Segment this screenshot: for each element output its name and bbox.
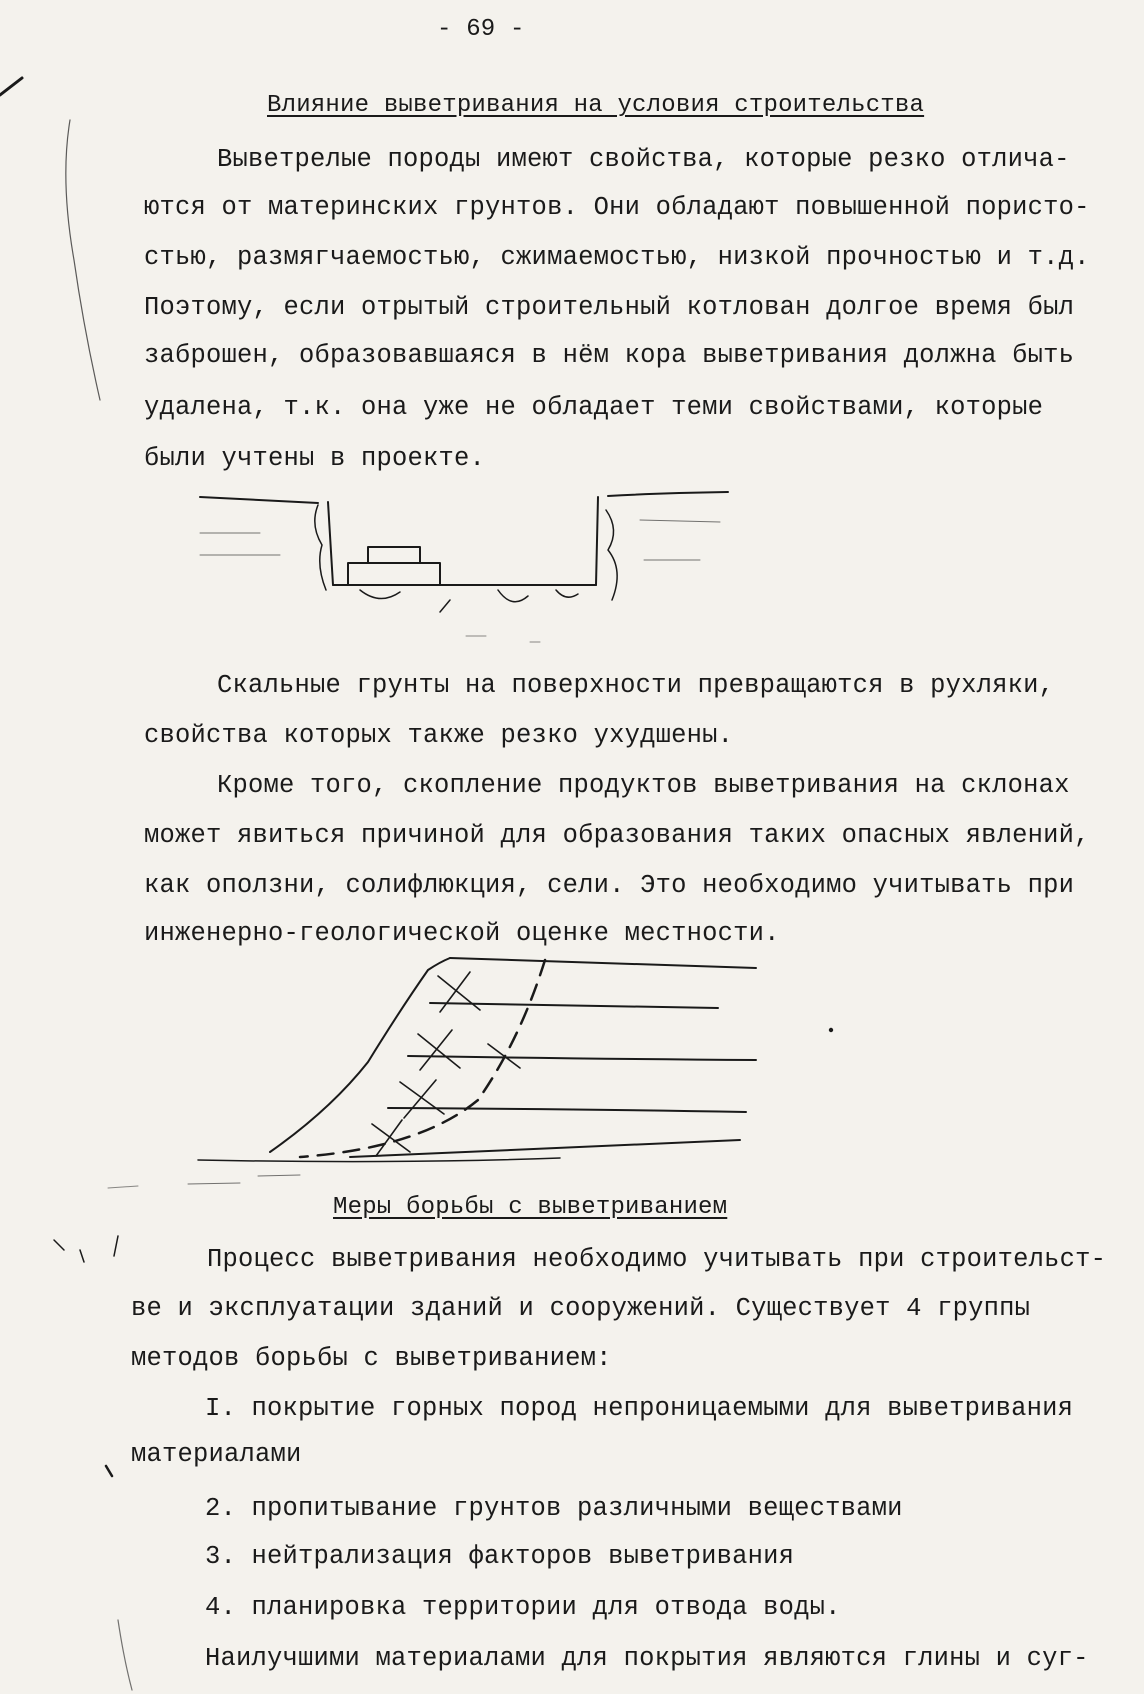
paragraph-line: заброшен, образовавшаяся в нём кора выветривания должна быть [144,341,1075,370]
paragraph-line: Кроме того, скопление продуктов выветривания на склонах [217,771,1070,800]
list-item: 4. планировка территории для отвода воды. [205,1593,841,1622]
slope-figure [188,958,833,1184]
section-heading-weathering-measures: Меры борьбы с выветриванием [333,1194,728,1221]
list-item-continuation: материалами [131,1440,302,1469]
paragraph-line: инженерно-геологической оценке местности. [144,919,780,948]
paragraph-line: как оползни, солифлюкция, сели. Это необходимо учитывать при [144,871,1075,900]
list-item: 2. пропитывание грунтов различными веществами [205,1494,903,1523]
paragraph-line: методов борьбы с выветриванием: [131,1344,612,1373]
page-number: - 69 - [437,16,525,43]
paragraph-line: были учтены в проекте. [144,444,486,473]
paragraph-line: может явиться причиной для образования таких опасных явлений, [144,821,1090,850]
paragraph-line: Поэтому, если отрытый строительный котлован долгое время был [144,293,1075,322]
paragraph-line: удалена, т.к. она уже не обладает теми свойствами, которые [144,393,1044,422]
paragraph-line: Выветрелые породы имеют свойства, которые резко отлича- [217,145,1070,174]
excavation-pit-figure [200,492,728,642]
paragraph-line: Наилучшими материалами для покрытия являются глины и суг- [205,1644,1089,1673]
margin-marks [0,78,138,1690]
paragraph-line: Скальные грунты на поверхности превращаются в рухляки, [217,671,1055,700]
paragraph-line: ве и эксплуатации зданий и сооружений. Существует 4 группы [131,1294,1031,1323]
list-item: 3. нейтрализация факторов выветривания [205,1542,795,1571]
paragraph-line: Процесс выветривания необходимо учитывать при строительст- [207,1245,1107,1274]
paragraph-line: стью, размягчаемостью, сжимаемостью, низкой прочностью и т.д. [144,243,1090,272]
list-item: I. покрытие горных пород непроницаемыми для выветривания [205,1394,1074,1423]
section-heading-weathering-influence: Влияние выветривания на условия строительства [267,92,925,119]
paragraph-line: свойства которых также резко ухудшены. [144,721,734,750]
paragraph-line: ются от материнских грунтов. Они обладают повышенной пористо- [144,193,1090,222]
